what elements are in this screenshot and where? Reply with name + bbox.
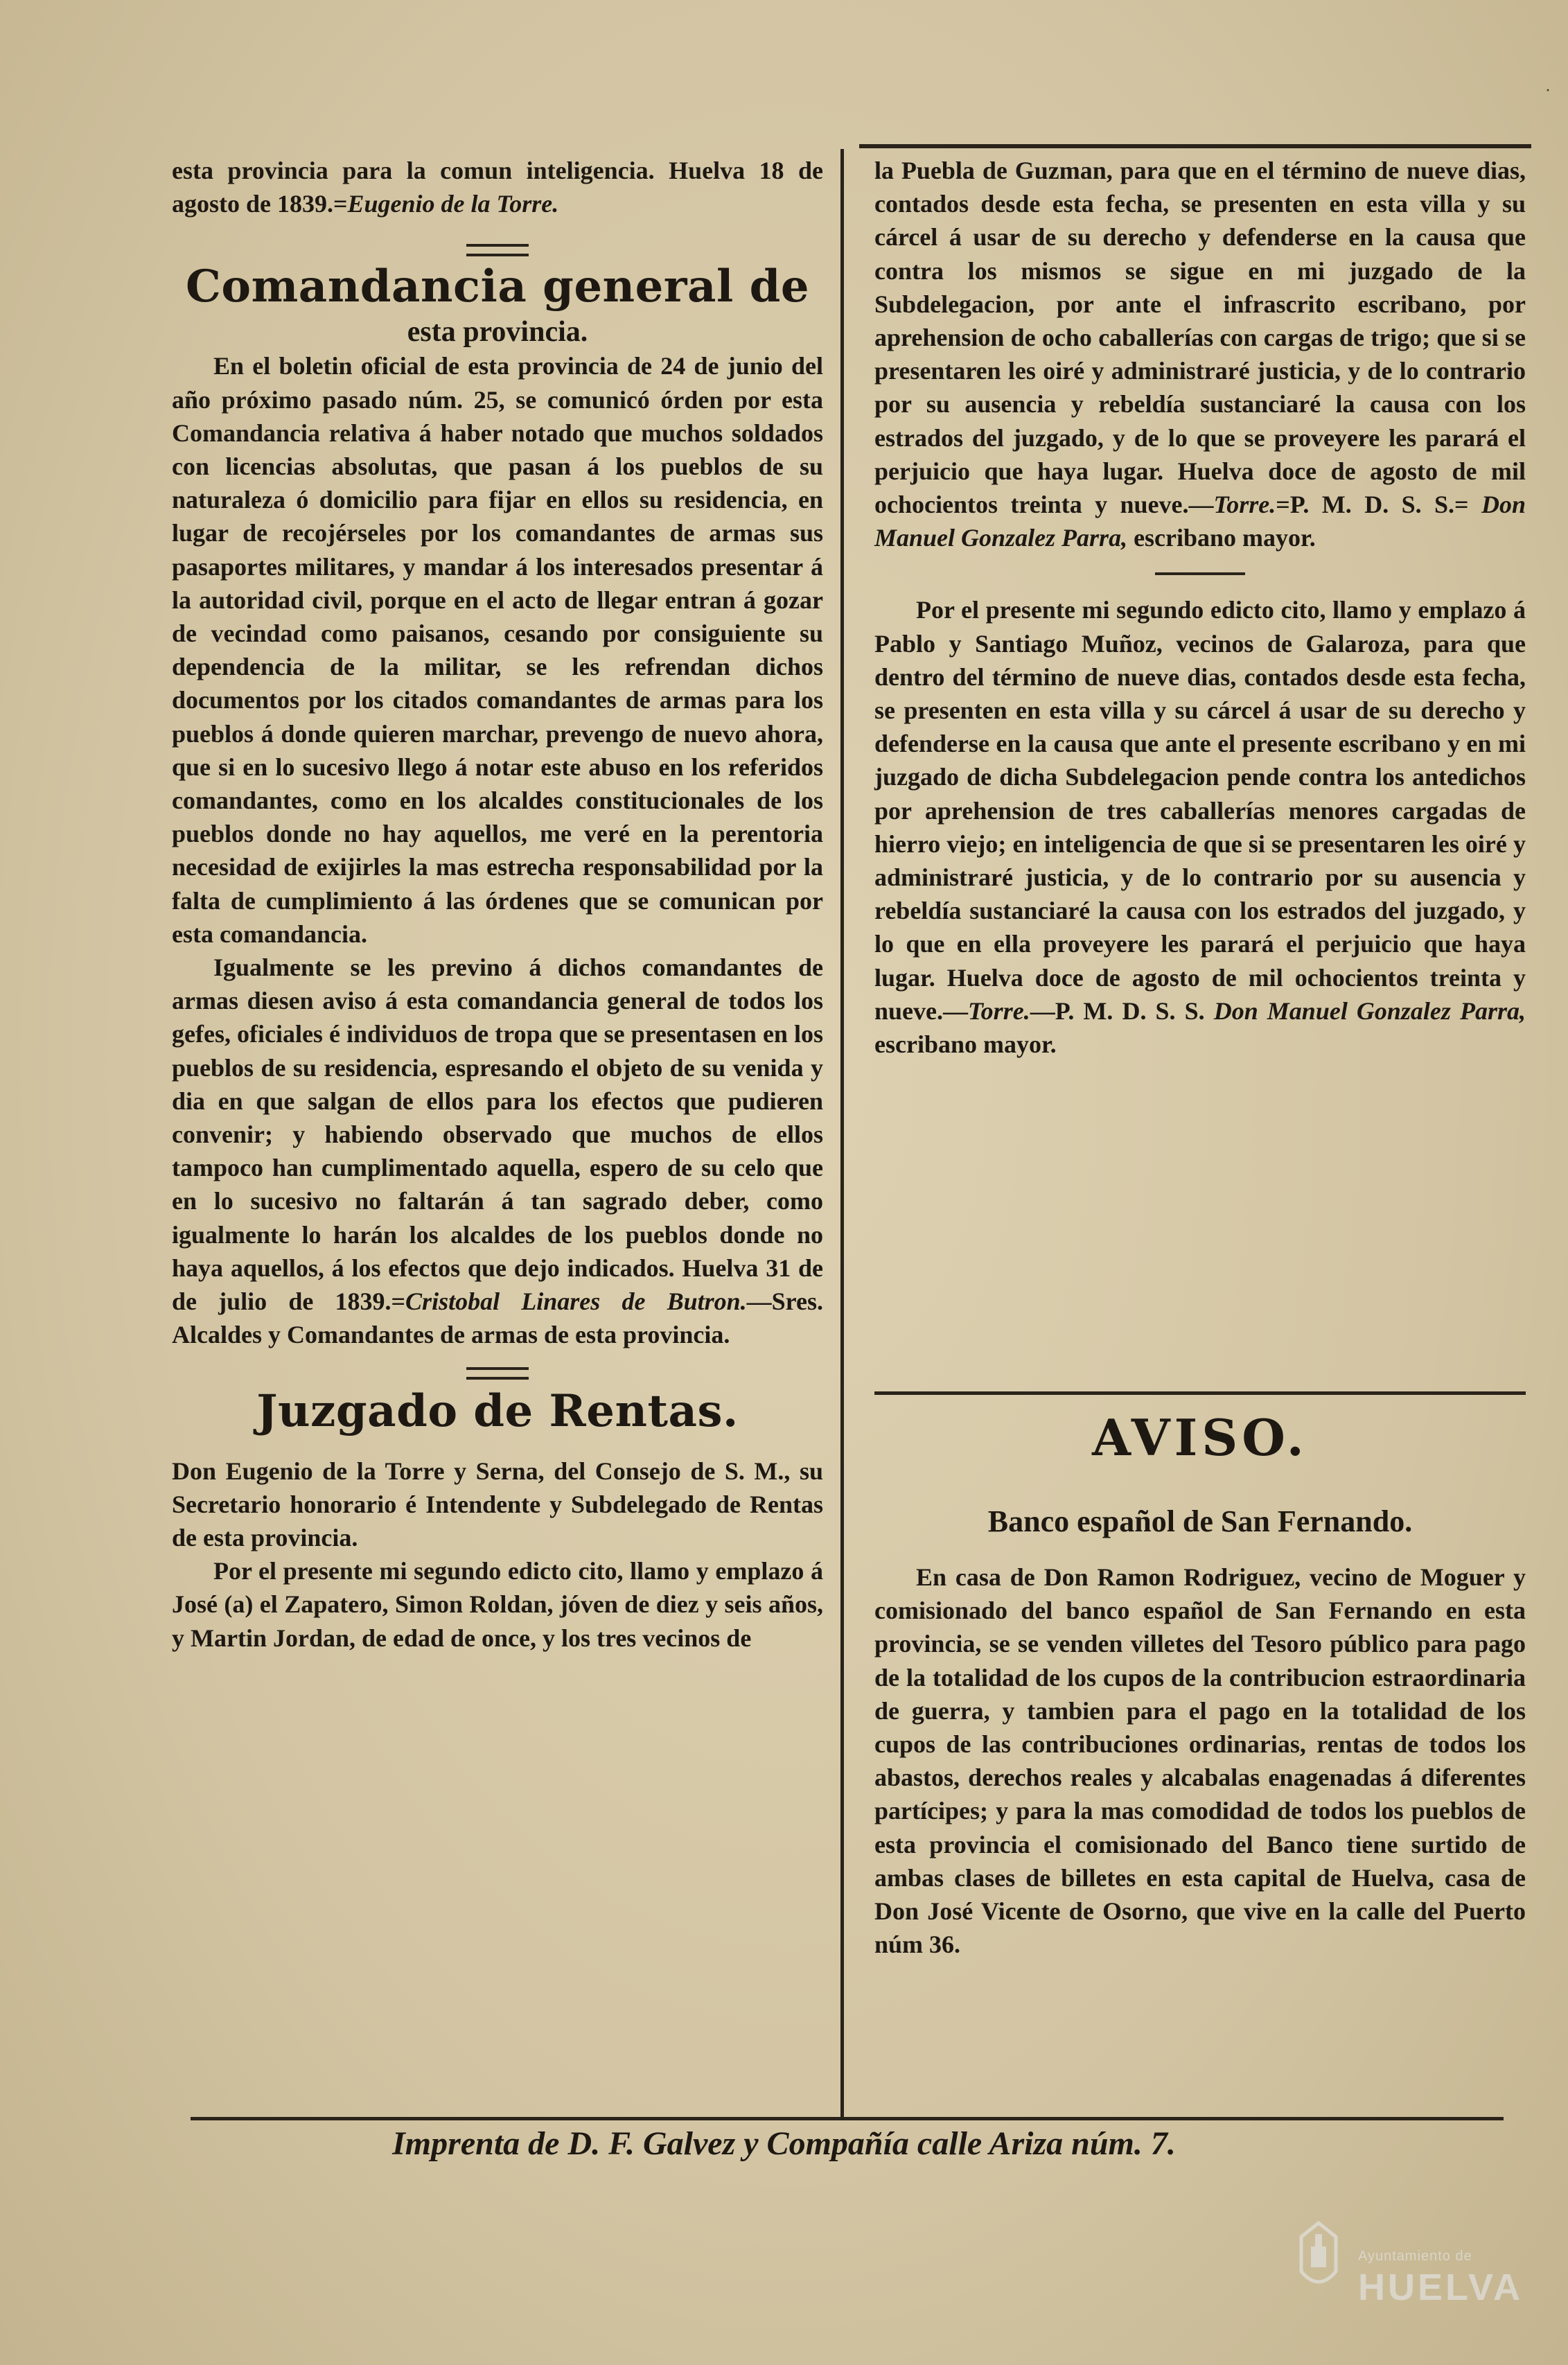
edict-paragraph-2 — [874, 593, 1526, 1061]
comandancia-paragraph-2-tail: —Sres. Alcaldes y Comandantes de armas de esta provincia. — [172, 1287, 823, 1349]
edict-paragraph-1 — [874, 154, 1526, 554]
comandancia-paragraph-2-text: Igualmente se les previno á dichos comandantes de armas diesen aviso á esta comandancia general de todos los gefes, oficiales é individuos de tropa que se presentasen en los pueblos de su residencia, espresando el objeto de su venida y dia en que salgan de ellos para los efectos que pudieren convenir; y habiendo observado que muchos de ellos tampoco han cumplimentado aquella, espero de su celo que en lo sucesivo no faltarán á tan sagrado deber, como igualmente lo harán los alcaldes de los pueblos donde no haya aquellos, á los efectos que dejo indicados. Huelva 31 de de julio de 1839.= — [172, 953, 823, 1316]
edict-2-text: Por el presente mi segundo edicto cito, llamo y emplazo á Pablo y Santiago Muñoz, vecinos de Galaroza, para que dentro del término de nueve dias, contados desde esta fecha, se presenten en esta villa y su cárcel á usar de su derecho y defenderse en la causa que ante el presente escribano y en mi juzgado de dicha Subdelegacion pende contra los antedichos por aprehension de tres caballerías menores cargadas de hierro viejo; en inteligencia de que si se presentaren les oiré y administraré justicia, y de lo contrario por su ausencia y rebeldía sustanciaré la causa con los estrados del juzgado, y lo que en ella proveyere les parará el perjuicio que haya lugar. Huelva doce de agosto de mil ochocientos treinta y nueve.— — [874, 596, 1526, 1025]
edict-1-signature: Torre. — [1213, 491, 1276, 519]
imprint-footer: Imprenta de D. F. Galvez y Compañía calle Ariza núm. 7. — [392, 2125, 1176, 2162]
column-divider — [840, 149, 844, 2117]
intro-signature: Eugenio de la Torre. — [347, 190, 559, 218]
edict-2-notary-name: Don Manuel Gonzalez Parra, — [1213, 996, 1526, 1025]
juzgado-paragraph-2: Por el presente mi segundo edicto cito, llamo y emplazo á José (a) el Zapatero, Simon Roldan, jóven de diez y seis años, y Martin Jordan, de edad de once, y los tres vecinos de — [172, 1557, 823, 1652]
comandancia-signature: Cristobal Linares de Butron. — [405, 1287, 747, 1316]
section-separator — [466, 244, 529, 256]
heading-juzgado: Juzgado de Rentas. — [256, 1384, 739, 1437]
intro-text: esta provincia para la comun inteligencia. Huelva 18 de agosto de 1839.= — [172, 157, 823, 218]
edict-1-notary-name: Don Manuel Gonzalez Parra, — [874, 491, 1526, 552]
city-shield-icon — [1294, 2217, 1343, 2294]
aviso-section — [874, 1407, 1526, 1961]
edict-1-text: la Puebla de Guzman, para que en el término de nueve dias, contados desde esta fecha, se presenten en esta villa y su cárcel á usar de su derecho y defenderse en la causa que contra los mismos se sigue en mi juzgado de la Subdelegacion, por ante el infrascrito escribano, por aprehension de ocho caballerías con cargas de trigo; que si se presentaren les oiré y administraré justicia, y de lo contrario por su ausencia y rebeldía sustanciaré la causa con los estrados del juzgado, y de lo que se proveyere les parará el perjuicio que haya lugar. Huelva doce de agosto de mil ochocientos treinta y nueve.— — [874, 157, 1526, 519]
edict-1-initials: =P. M. D. S. S.= — [1276, 491, 1469, 519]
watermark-big-text: HUELVA — [1358, 2267, 1523, 2308]
banco-paragraph: En casa de Don Ramon Rodriguez, vecino de Moguer y comisionado del banco español de San Fernando en esta provincia, se se venden villetes del Tesoro público para pago de la totalidad de los cupos de la contribucion estraordinaria de guerra, y tambien para el pago en la totalidad de los cupos de las contribuciones ordinarias, rentas de todos los abastos, derechos reales y alcabalas enagenadas á diferentes partícipes; y para la mas comodidad de todos los pueblos de esta provincia el comisionado del Banco tiene surtido de ambas clases de billetes en esta capital de Huelva, casa de Don José Vicente de Osorno, que vive en la calle del Puerto núm 36. — [874, 1563, 1526, 1959]
watermark-small-text: Ayuntamiento de — [1358, 2249, 1472, 2264]
left-column — [172, 154, 823, 1655]
edict-2-signature: Torre. — [968, 996, 1030, 1025]
heading-aviso: AVISO. — [1092, 1408, 1308, 1467]
bottom-rule — [191, 2117, 1504, 2120]
top-rule — [859, 144, 1531, 148]
heading-comandancia-sub: esta provincia. — [407, 316, 588, 349]
section-separator — [466, 1367, 529, 1380]
intro-paragraph — [172, 154, 823, 220]
heading-banco: Banco español de San Fernando. — [987, 1504, 1413, 1538]
edict-1-notary-title: escribano mayor. — [1127, 524, 1316, 552]
margin-mark: · — [1545, 82, 1551, 100]
ayuntamiento-watermark — [1282, 2210, 1523, 2349]
comandancia-paragraph-1: En el boletin oficial de esta provincia de 24 de junio del año próximo pasado núm. 25, se comunicó órden por esta Comandancia relativa á haber notado que muchos soldados con licencias absolutas, que pasan á los pueblos de su naturaleza ó domicilio para fijar en ellos su residencia, en lugar de recojérseles por los comandantes de armas sus pasaportes militares, y mandar á los interesados presentar á la autoridad civil, porque en el acto de llegar entran á gozar de vecindad como paisanos, cesando por consiguiente su dependencia de la militar, se les refrendan dichos documentos por los citados comandantes de armas para los pueblos á donde quieren marchar, prevengo de nuevo ahora, que si en lo sucesivo llego á notar este abuso en los referidos comandantes, como en los alcaldes constitucionales de los pueblos donde no hay aquellos, me veré en la perentoria necesidad de exijirles la mas estrecha responsabilidad por la falta de cumplimiento á las órdenes que se comunican por esta comandancia. — [172, 352, 823, 948]
aviso-rule — [874, 1391, 1526, 1395]
edict-2-notary-title: escribano mayor. — [874, 1030, 1057, 1059]
juzgado-paragraph-1: Don Eugenio de la Torre y Serna, del Consejo de S. M., su Secretario honorario é Intendente y Subdelegado de Rentas de esta provincia. — [172, 1457, 823, 1551]
edict-2-initials: —P. M. D. S. S. — [1030, 996, 1214, 1025]
heading-comandancia: Comandancia general de — [185, 261, 810, 313]
right-column — [874, 154, 1526, 1061]
comandancia-paragraph-2 — [172, 951, 823, 1351]
